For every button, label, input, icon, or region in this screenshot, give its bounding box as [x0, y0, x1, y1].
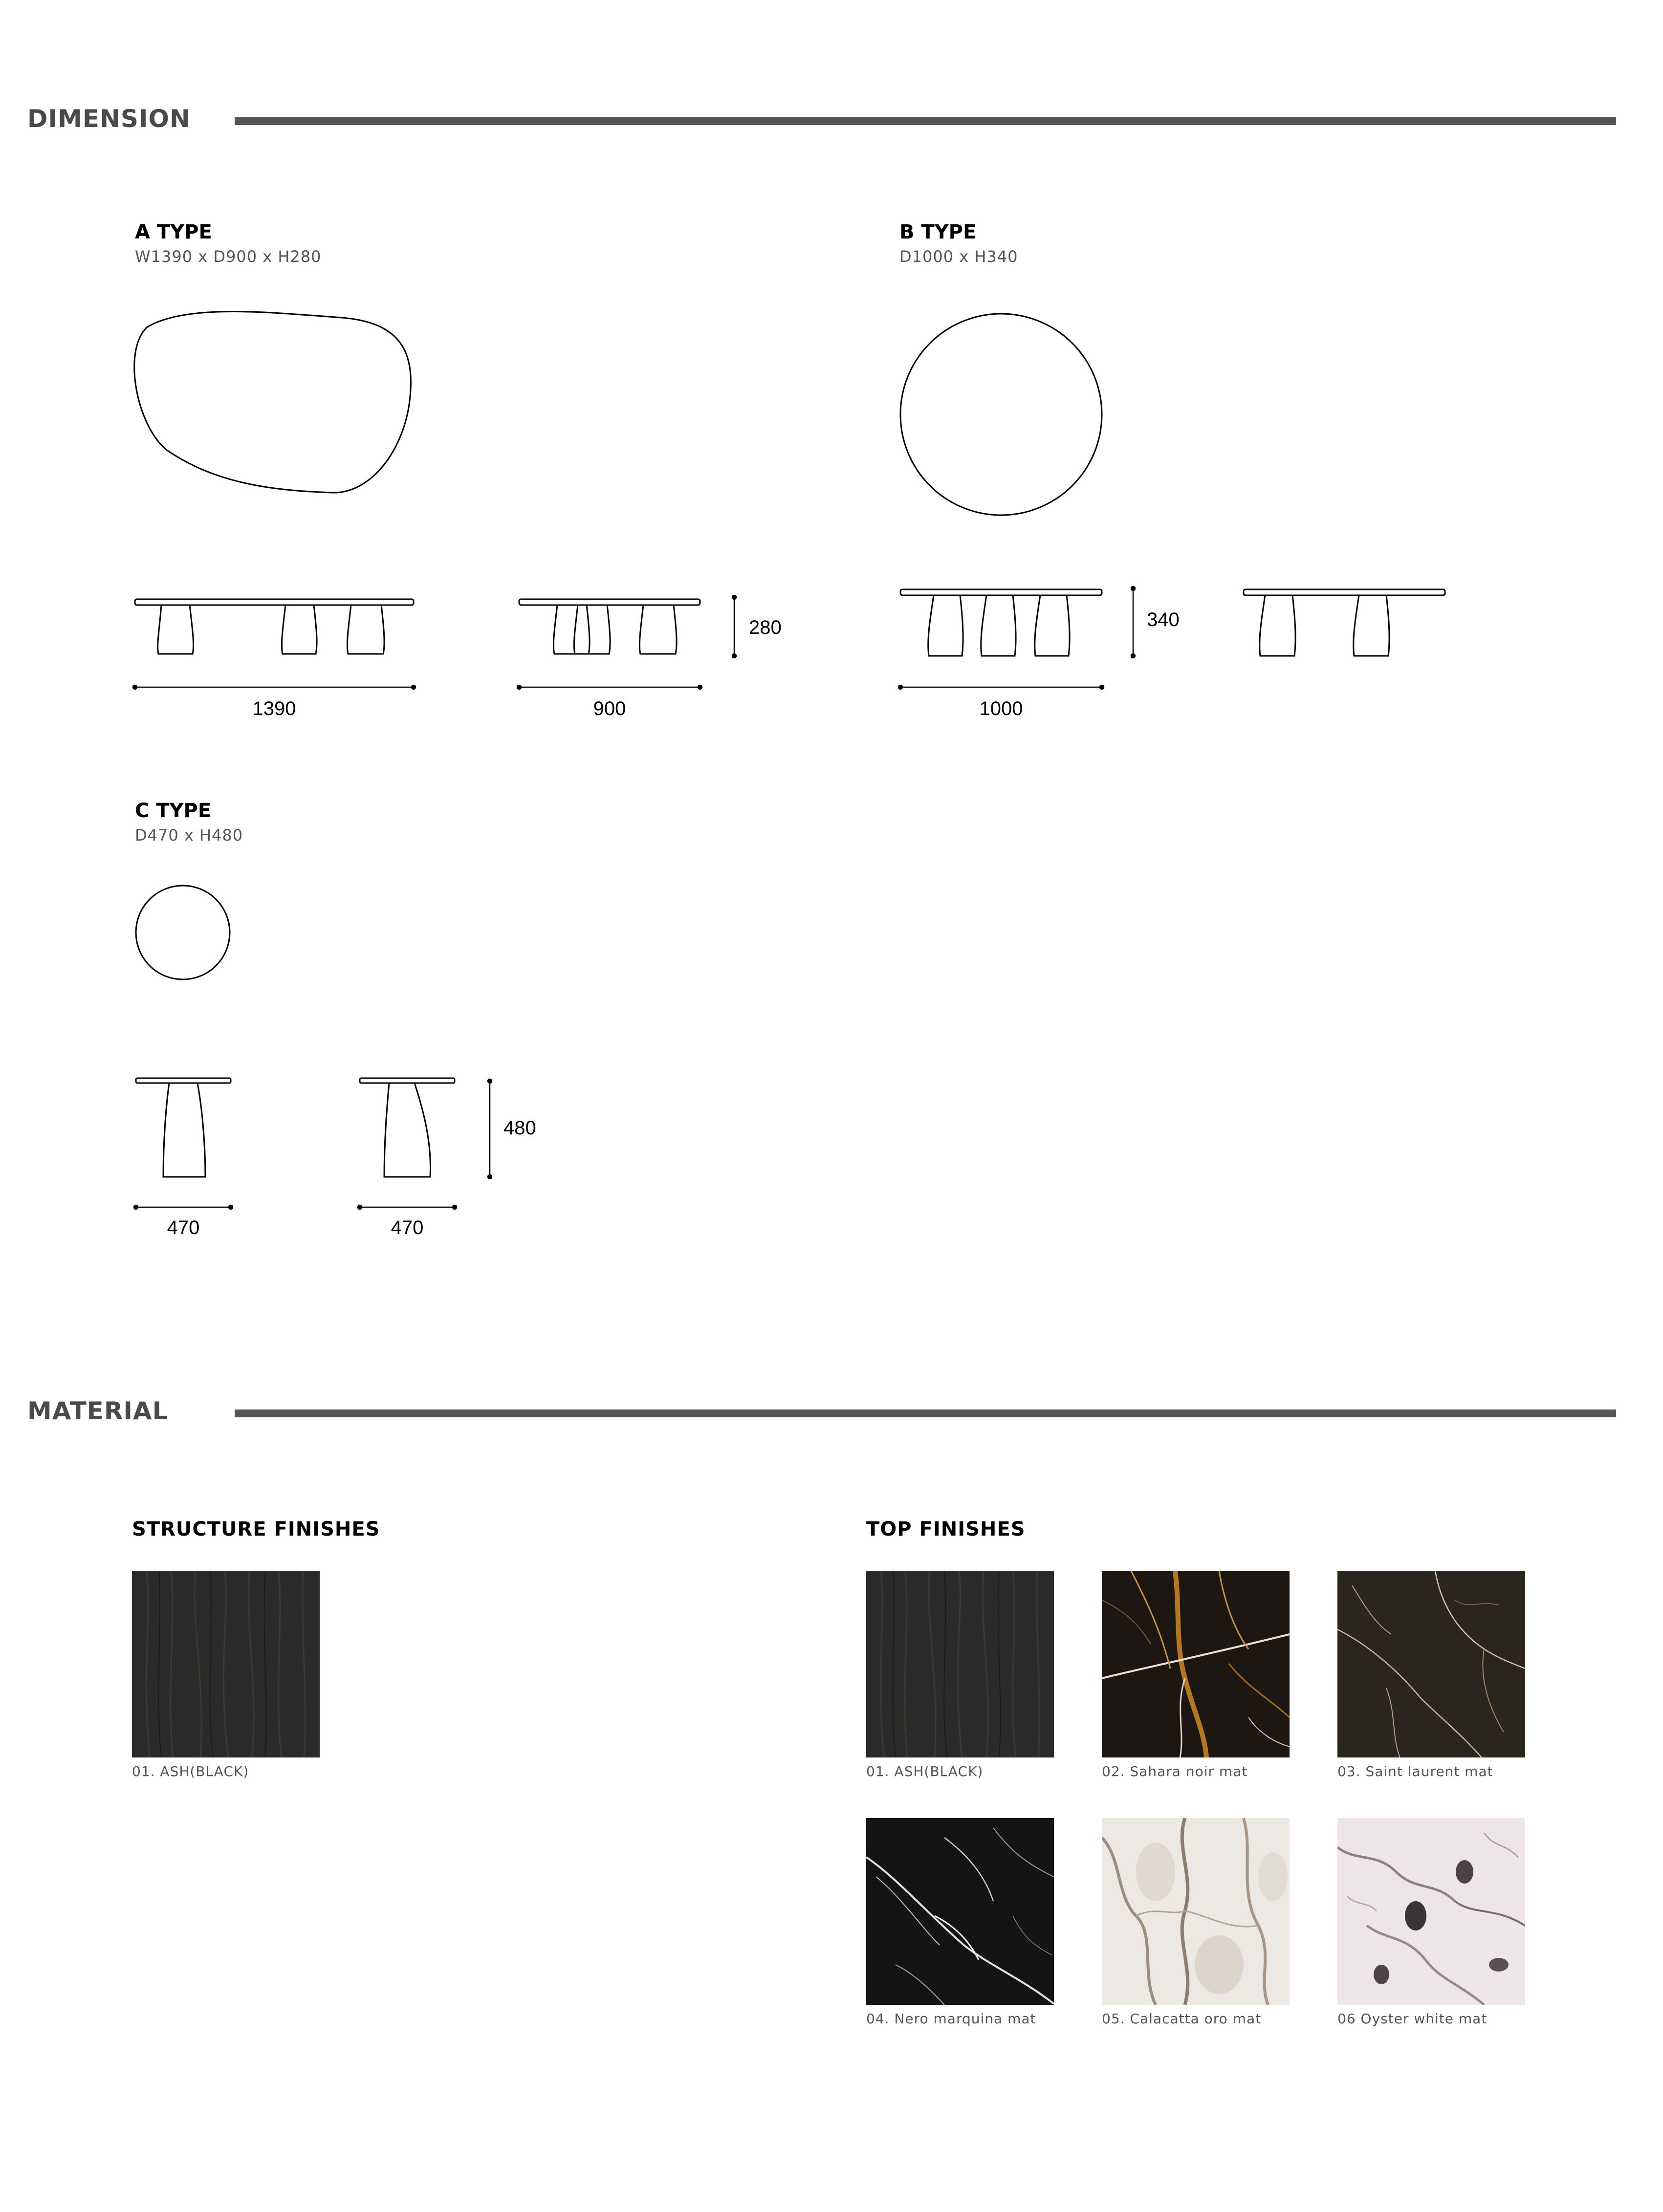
top-swatch-oyster-white[interactable] — [1337, 1818, 1525, 2005]
dimension-title: DIMENSION — [27, 105, 191, 133]
b-type-top-view — [900, 314, 1102, 515]
top-swatch-label-1: 01. ASH(BLACK) — [866, 1763, 984, 1779]
c-type-front-elevation — [136, 1078, 231, 1177]
top-swatch-label-4: 04. Nero marquina mat — [866, 2011, 1036, 2027]
top-swatch-nero-marquina[interactable] — [866, 1818, 1054, 2005]
c-height-label: 480 — [503, 1117, 536, 1139]
c-height-dimension-line — [488, 1079, 492, 1179]
a-type-top-view — [134, 312, 411, 493]
structure-swatch-label: 01. ASH(BLACK) — [132, 1763, 249, 1779]
c-type-title: C TYPE — [135, 800, 212, 822]
top-swatch-ash-black[interactable] — [866, 1571, 1054, 1757]
c-type-top-view — [136, 886, 230, 979]
structure-swatch-ash-black[interactable] — [132, 1571, 320, 1757]
a-width-dimension-line — [133, 685, 416, 689]
c-type-spec: D470 x H480 — [135, 826, 243, 845]
top-swatch-sahara-noir[interactable] — [1102, 1571, 1290, 1757]
b-diameter-dimension-line — [898, 685, 1104, 689]
material-title: MATERIAL — [27, 1397, 169, 1425]
structure-finishes-heading: STRUCTURE FINISHES — [132, 1518, 380, 1540]
top-swatch-label-2: 02. Sahara noir mat — [1102, 1763, 1248, 1779]
a-depth-dimension-line — [517, 685, 702, 689]
a-height-dimension-line — [732, 595, 736, 658]
a-type-spec: W1390 x D900 x H280 — [135, 247, 322, 266]
a-type-side-elevation — [519, 599, 700, 654]
b-type-side-elevation — [1244, 589, 1445, 656]
b-type-spec: D1000 x H340 — [899, 247, 1018, 266]
material-section-header — [27, 1397, 1636, 1426]
a-type-title: A TYPE — [135, 221, 212, 243]
c-front-diameter-label: 470 — [167, 1217, 200, 1238]
top-swatch-label-3: 03. Saint laurent mat — [1337, 1763, 1493, 1779]
b-type-front-elevation — [900, 589, 1102, 656]
c-side-diameter-dimension-line — [358, 1205, 457, 1209]
c-front-diameter-dimension-line — [134, 1205, 233, 1209]
top-swatch-saint-laurent[interactable] — [1337, 1571, 1525, 1757]
c-side-diameter-label: 470 — [391, 1217, 424, 1238]
top-finishes-heading: TOP FINISHES — [866, 1518, 1026, 1540]
top-swatch-calacatta-oro[interactable] — [1102, 1818, 1290, 2005]
b-height-dimension-line — [1131, 586, 1135, 658]
b-height-label: 340 — [1147, 609, 1180, 630]
top-swatch-label-5: 05. Calacatta oro mat — [1102, 2011, 1262, 2027]
a-height-label: 280 — [749, 617, 782, 638]
b-diameter-label: 1000 — [979, 698, 1023, 719]
a-depth-label: 900 — [593, 698, 626, 719]
top-swatch-label-6: 06 Oyster white mat — [1337, 2011, 1488, 2027]
a-type-front-elevation — [135, 599, 414, 654]
material-rule — [235, 1410, 1616, 1417]
c-type-side-elevation — [360, 1078, 455, 1177]
a-width-label: 1390 — [252, 698, 296, 719]
b-type-title: B TYPE — [899, 221, 977, 243]
